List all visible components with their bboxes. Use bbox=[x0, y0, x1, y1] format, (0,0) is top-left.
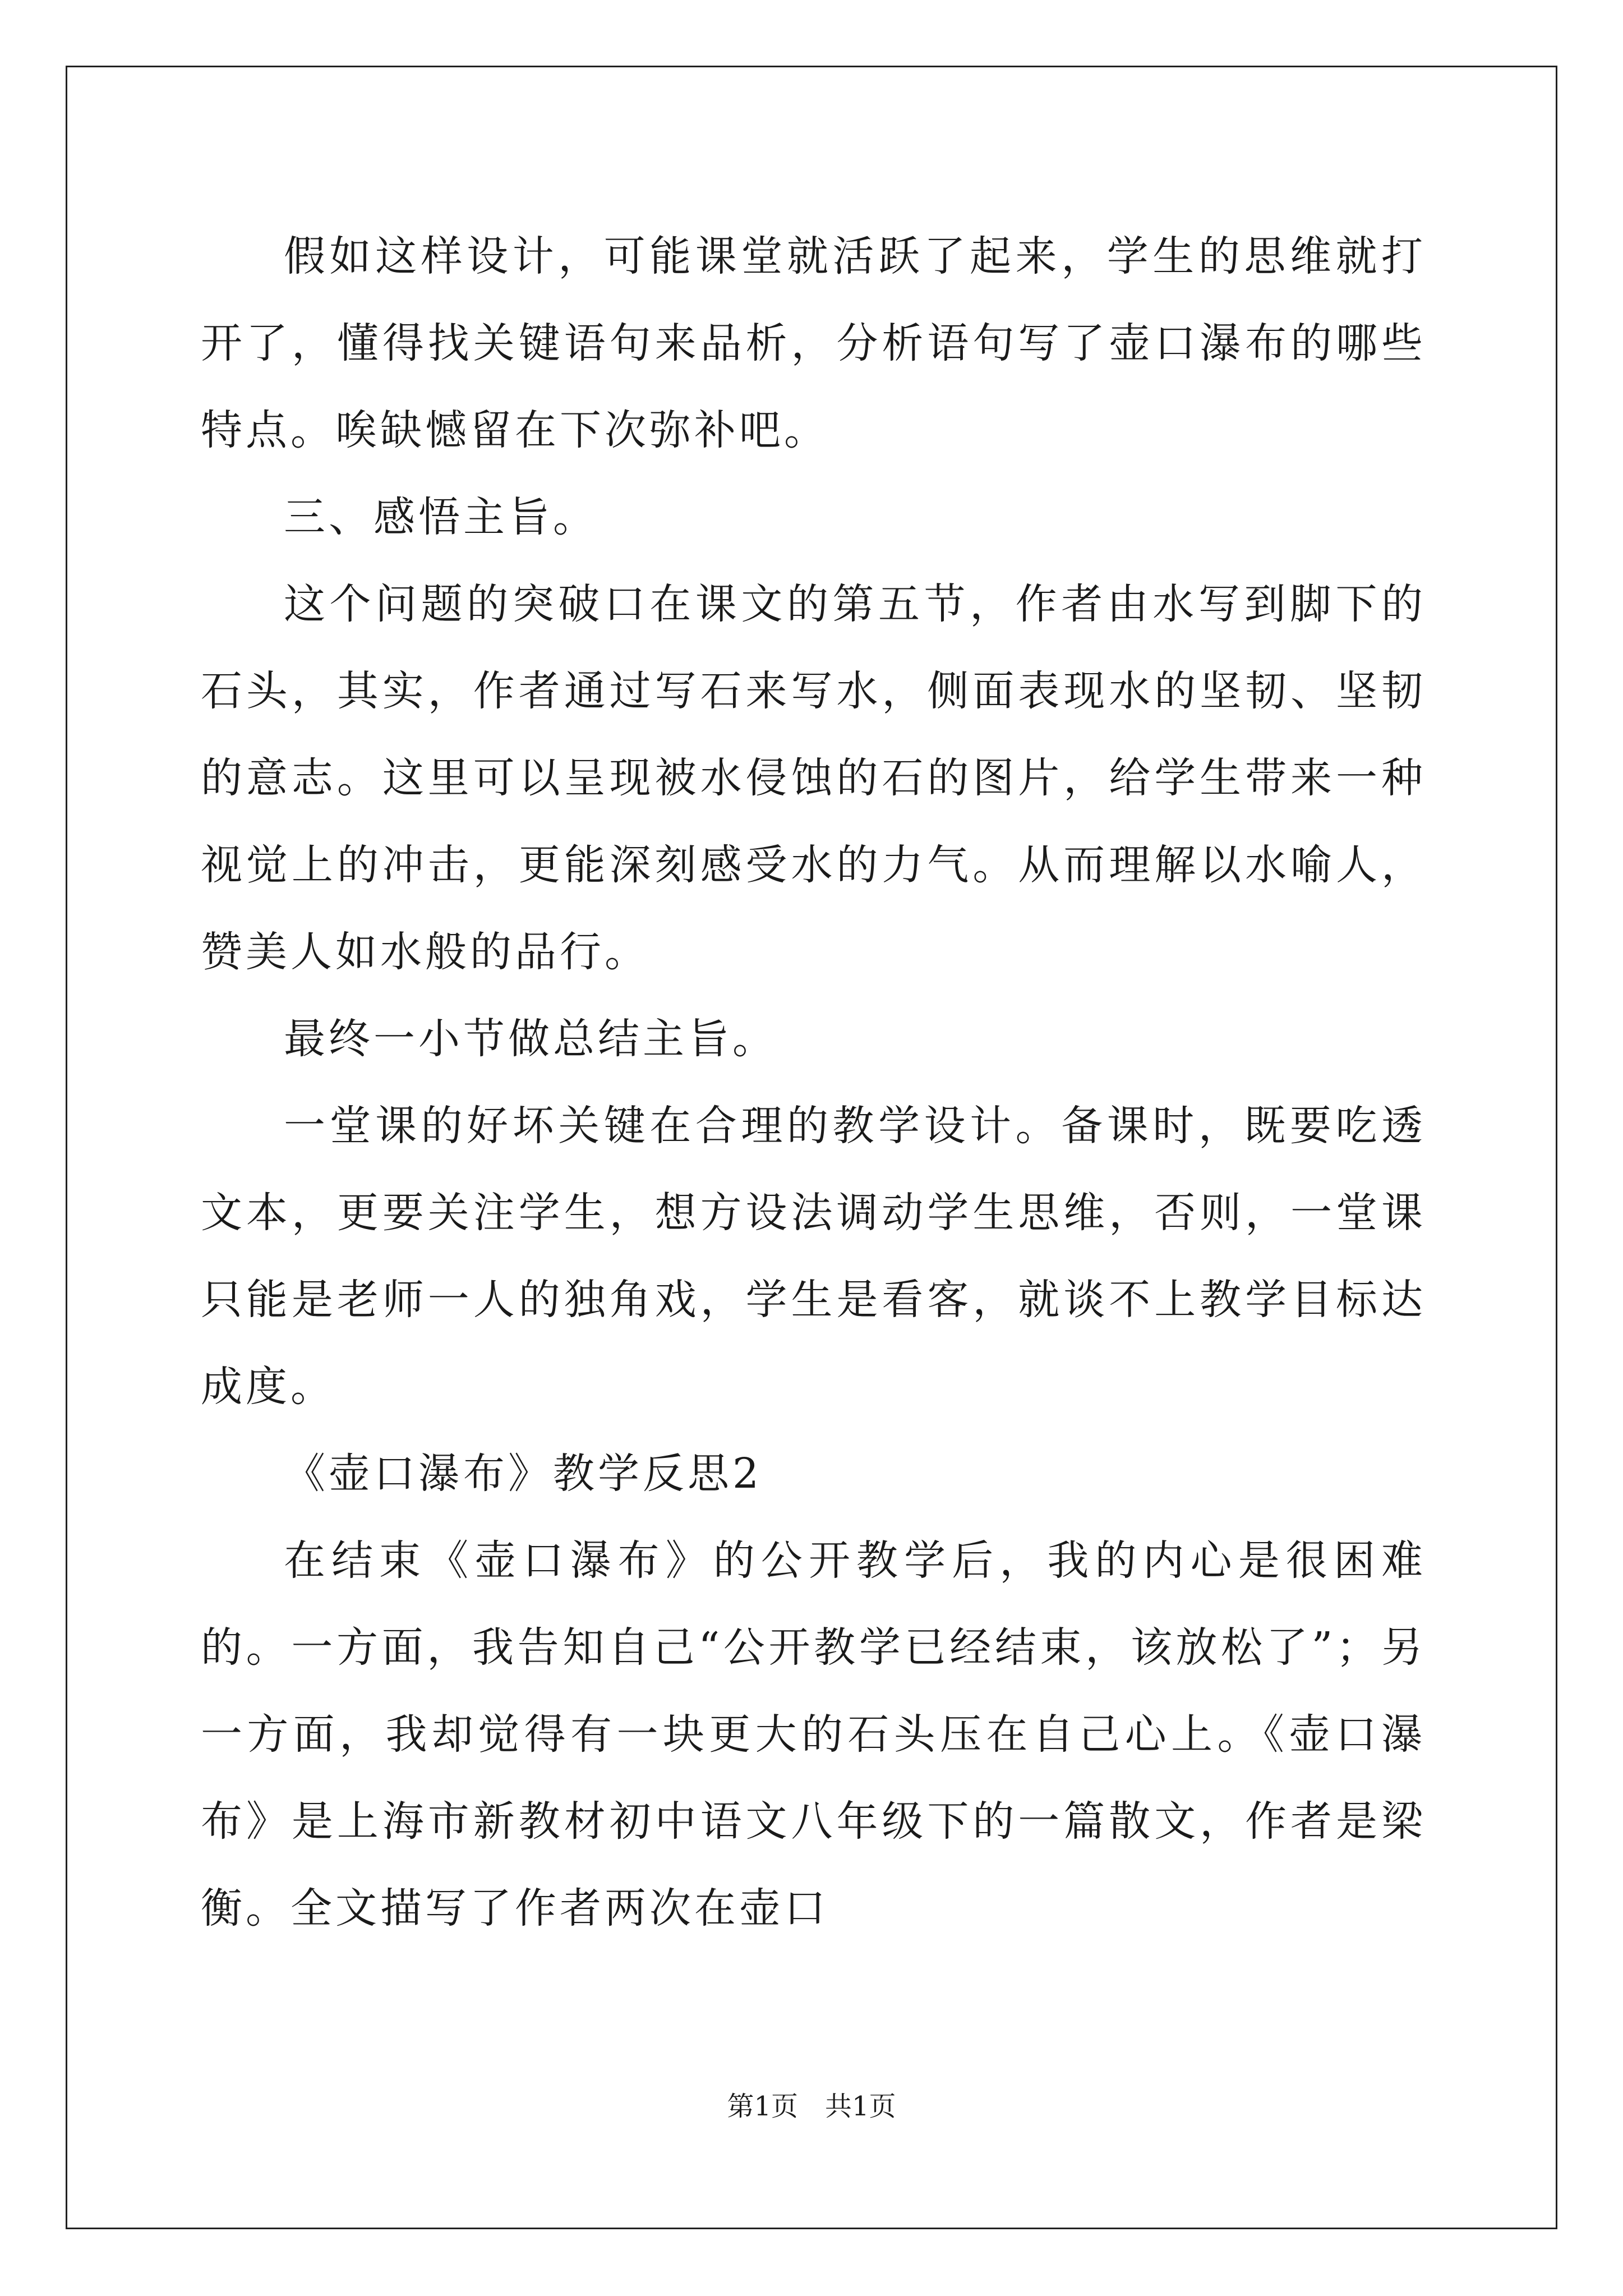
article-title: 《壶口瀑布》教学反思2 bbox=[284, 1450, 763, 1498]
paragraph: 这个问题的突破口在课文的第五节，作者由水写到脚下的石头，其实，作者通过写石来写水，侧面表现水的坚韧、坚韧的意志。这里可以呈现被水侵蚀的石的图片，给学生带来一种视觉上的冲击，更能深刻感受水的力气。从而理解以水喻人，赞美人如水般的品行。 bbox=[201, 580, 1426, 976]
document-body bbox=[201, 213, 1426, 1952]
paragraph: 假如这样设计，可能课堂就活跃了起来，学生的思维就打开了，懂得找关键语句来品析，分析语句写了壶口瀑布的哪些特点。唉缺憾留在下次弥补吧。 bbox=[201, 232, 1426, 454]
paragraph: 一堂课的好坏关键在合理的教学设计。备课时，既要吃透文本，更要关注学生，想方设法调动学生思维，否则，一堂课只能是老师一人的独角戏，学生是看客，就谈不上教学目标达成度。 bbox=[201, 1102, 1426, 1411]
page-footer: 第1页 共1页 bbox=[727, 2091, 896, 2122]
paragraph: 最终一小节做总结主旨。 bbox=[284, 1015, 777, 1063]
paragraph: 在结束《壶口瀑布》的公开教学后，我的内心是很困难的。一方面，我告知自己“公开教学已经结束，该放松了”；另一方面，我却觉得有一块更大的石头压在自己心上。《壶口瀑布》是上海市新教材初中语文八年级下的一篇散文，作者是梁衡。全文描写了作者两次在壶口 bbox=[201, 1536, 1426, 1932]
section-heading: 三、感悟主旨。 bbox=[284, 493, 598, 541]
